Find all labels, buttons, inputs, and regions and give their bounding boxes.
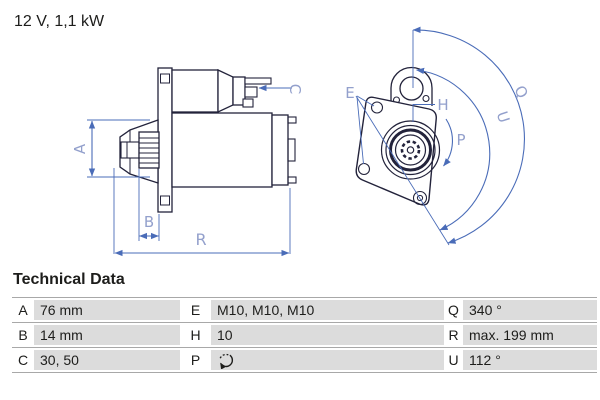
product-title: 12 V, 1,1 kW: [14, 13, 105, 30]
value-cell-u: 112 °: [463, 350, 597, 370]
key-cell-b: B: [18, 327, 28, 343]
value-cell-c: 30, 50: [34, 350, 180, 370]
dim-label-r: R: [195, 230, 207, 249]
technical-data-heading: Technical Data: [13, 271, 125, 288]
side-view-drawing: [120, 68, 296, 212]
table-row: [12, 323, 597, 348]
value-cell-a: 76 mm: [34, 300, 180, 320]
dim-label-e: E: [345, 84, 355, 102]
rotation-direction-ccw-icon: [217, 351, 235, 369]
value-cell-q: 340 °: [463, 300, 597, 320]
dim-label-b: B: [143, 213, 155, 231]
value-cell-b: 14 mm: [34, 325, 180, 345]
key-cell-a: A: [18, 302, 28, 318]
value-cell-h: 10: [211, 325, 444, 345]
key-cell-u: U: [448, 352, 459, 368]
value-cell-p: [211, 350, 444, 370]
technical-data-table: [12, 297, 597, 373]
dim-label-p: P: [456, 131, 466, 149]
key-cell-c: C: [17, 352, 29, 368]
key-cell-r: R: [448, 327, 459, 343]
value-cell-r: max. 199 mm: [463, 325, 597, 345]
dim-label-q: Q: [510, 82, 532, 102]
table-row: [12, 298, 597, 323]
key-cell-q: Q: [448, 302, 459, 318]
dim-label-h: H: [437, 96, 449, 114]
key-cell-p: P: [190, 352, 201, 368]
front-view-drawing: [356, 67, 439, 204]
dim-label-c: C: [286, 83, 304, 95]
value-cell-e: M10, M10, M10: [211, 300, 444, 320]
key-cell-e: E: [190, 302, 201, 318]
dim-label-u: U: [492, 108, 514, 126]
dim-label-a: A: [71, 143, 89, 155]
key-cell-h: H: [190, 327, 201, 343]
table-row: [12, 348, 597, 373]
